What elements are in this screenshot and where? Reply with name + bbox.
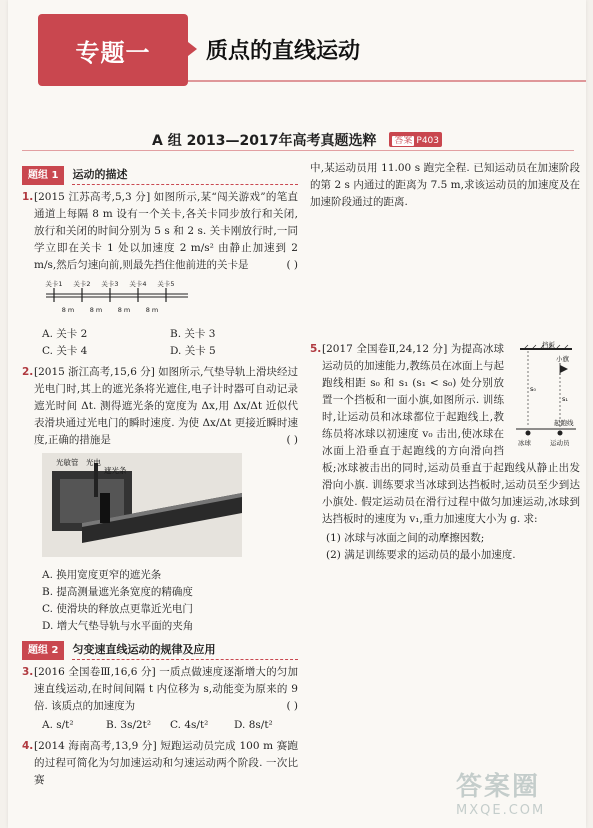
chapter-label: 专题一 [75,38,151,67]
topic-tag: 题组 1 [22,166,64,185]
option-d[interactable]: D. 8s/t² [234,719,273,731]
option-b[interactable]: B. 提高测量遮光条宽度的精确度 [42,586,193,598]
gates-figure [42,278,298,322]
s0-label: s₀ [530,385,536,393]
gate-label: 关卡3 [101,280,119,288]
question-text: 中,某运动员用 11.00 s 跑完全程. 已知运动员在加速阶段的第 2 s 内通过的距离为 7.5 m,求该运动员的加速度及在加速阶段通过的距离. [310,162,580,208]
blank-answer-space [310,213,580,341]
photo-label: 遮光条 [104,466,127,475]
question-5 [310,341,580,528]
air-track-photo [42,453,242,557]
question-text: [2017 全国卷Ⅱ,24,12 分] 为提高冰球运动员的加速能力,教练员在冰面上与起跑线相距 s₀ 和 s₁ (s₁ < s₀) 处分别放置一个挡板和一面小旗,如图所示. 训练时,让运动员和冰球都位于起跑线上,教练员将冰球以初速度 v₀ 击出,使冰球在冰面上沿垂直于起跑线的方向滑向挡板;冰球被击出的同时,运动员垂直于起跑线从静止出发滑向小旗. 训练要求当冰球到达挡板时,运动员至少到达小旗处. 假定运动员在滑行过程中做匀加速运动,冰球到达挡板时的速度为 v₁,重力加速度大小为 g. 求: [322,343,580,525]
group-divider [22,150,574,151]
ice-hockey-diagram [510,341,580,451]
athlete-label: 运动员 [550,439,570,447]
answer-bracket: ( ) [286,700,298,712]
option-c[interactable]: C. 使滑块的释放点更靠近光电门 [42,603,193,615]
site-watermark [456,766,576,820]
chapter-title: 质点的直线运动 [206,39,361,64]
chapter-arrow-icon [188,42,197,56]
question-number: 5. [310,343,322,355]
s1-label: s₁ [562,395,568,403]
question-text: [2014 海南高考,13,9 分] 短跑运动员完成 100 m 赛跑的过程可简化为匀加速运动和匀速运动两个阶段. 一次比赛 [34,740,298,786]
board-label: 挡板 [542,341,555,349]
answer-label: 答案 [394,136,413,146]
question-4 [22,738,298,789]
question-3 [22,664,298,715]
subquestion-1: (1) 冰球与冰面之间的动摩擦因数; [326,532,485,544]
gate-label: 关卡2 [73,280,91,288]
option-b[interactable]: B. 3s/2t² [106,719,152,731]
question-1-options [22,326,298,360]
topic-tag: 题组 2 [22,641,64,660]
photo-label: 光敏管 [56,458,79,467]
option-b[interactable]: B. 关卡 3 [170,328,216,340]
topic-name: 匀变速直线运动的规律及应用 [72,641,298,660]
photo-label: 光电 [86,458,101,467]
question-text: [2015 浙江高考,15,6 分] 如图所示,气垫导轨上滑块经过光电门时,其上的遮光条将光遮住,电子计时器可自动记录遮光时间 Δt. 测得遮光条的宽度为 Δx,用 Δx/Δt 近似代表滑块通过光电门的瞬时速度. 为使 Δx/Δt 更接近瞬时速度,正确的措施是 [34,366,298,446]
option-a[interactable]: A. 关卡 2 [42,328,88,340]
question-text: [2016 全国卷Ⅲ,16,6 分] 一质点做速度逐渐增大的匀加速直线运动,在时间间隔 t 内位移为 s,动能变为原来的 9 倍. 该质点的加速度为 [34,666,298,712]
topic-name: 运动的描述 [72,166,298,185]
question-3-options [22,717,298,734]
distance-label: 8 m [89,306,103,314]
question-1 [22,189,298,274]
flag-label: 小旗 [556,355,569,363]
question-number: 1. [22,191,34,203]
left-column [22,164,298,791]
option-d[interactable]: D. 增大气垫导轨与水平面的夹角 [42,620,194,632]
answer-page-badge[interactable] [389,132,442,147]
question-number: 3. [22,666,34,678]
option-a[interactable]: A. s/t² [42,719,74,731]
textbook-page [8,0,586,828]
option-c[interactable]: C. 4s/t² [170,719,209,731]
gates-diagram [42,278,192,316]
answer-bracket: ( ) [286,434,298,446]
option-c[interactable]: C. 关卡 4 [42,345,88,357]
topic-header-1 [22,166,298,185]
watermark-line2: MXQE.COM [456,803,546,818]
topic-header-2 [22,641,298,660]
answer-bracket: ( ) [286,259,298,271]
question-5-subquestions [310,530,580,564]
distance-label: 8 m [117,306,131,314]
subquestion-2: (2) 满足训练要求的运动员的最小加速度. [326,549,516,561]
question-4-continued [310,160,580,211]
question-number: 4. [22,740,34,752]
puck-label: 冰球 [518,439,531,447]
chapter-tab [38,14,188,86]
group-title [8,130,586,150]
question-text: [2015 江苏高考,5,3 分] 如图所示,某“闯关游戏”的笔直通道上每隔 8 m 设有一个关卡,各关卡同步放行和关闭,放行和关闭的时间分别为 5 s 和 2 s. 关卡刚放行时,一同学立即在关卡 1 处以加速度 2 m/s² 由静止加速到 2 m/s,然后匀速向前,则最先挡住他前进的关卡是 [34,191,298,271]
watermark-line1: 答案圈 [456,772,541,802]
gate-label: 关卡1 [45,280,63,288]
gate-label: 关卡4 [129,280,147,288]
distance-label: 8 m [61,306,75,314]
question-number: 2. [22,366,34,378]
start-line-label: 起跑线 [554,419,574,427]
question-2-options [22,567,298,635]
right-column [310,160,580,564]
answer-page: P403 [416,136,439,146]
group-title-text: A 组 2013—2017年高考真题选粹 [151,133,377,149]
air-track-figure [42,453,298,563]
header-divider [188,80,586,82]
option-a[interactable]: A. 换用宽度更窄的遮光条 [42,569,162,581]
question-2 [22,364,298,449]
option-d[interactable]: D. 关卡 5 [170,345,216,357]
distance-label: 8 m [145,306,159,314]
gate-label: 关卡5 [157,280,175,288]
